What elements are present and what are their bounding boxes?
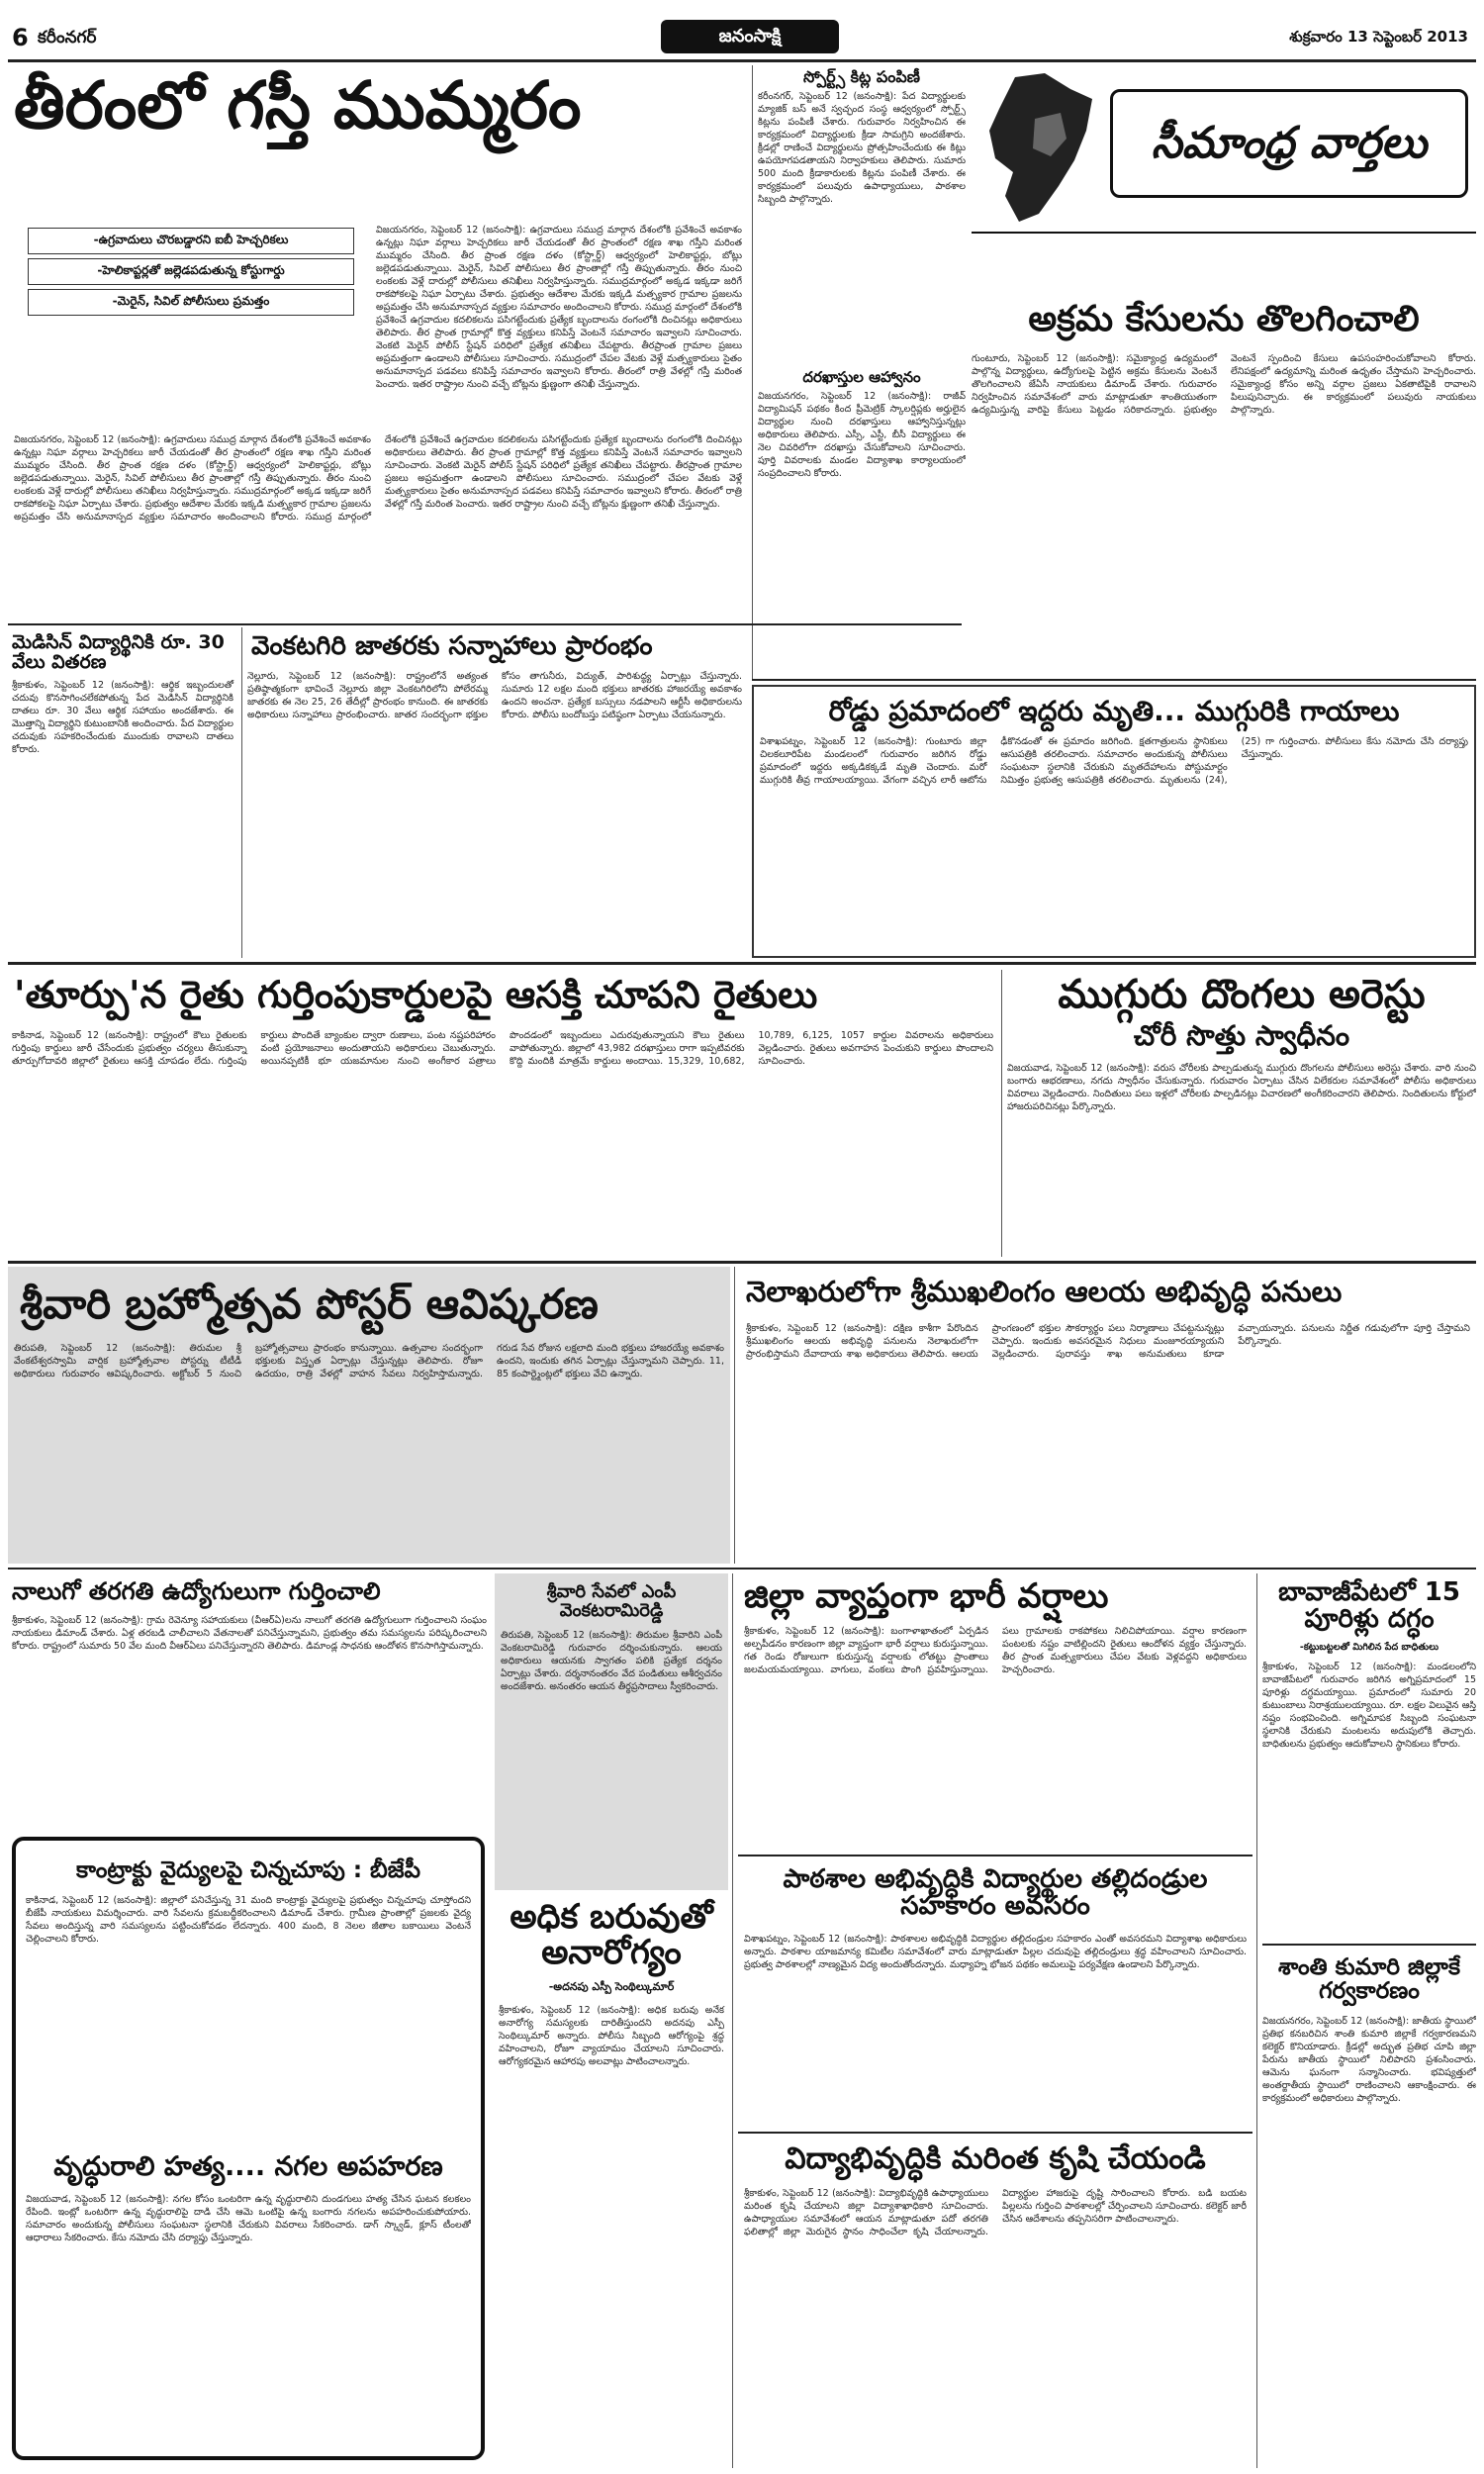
article-coastal-patrol: [8, 65, 750, 619]
body: గుంటూరు, సెప్టెంబర్ 12 (జనంసాక్షి): సమైక్యాంధ్ర ఉద్యమంలో పాల్గొన్న విద్యార్థులు, ఉద్యోగులపై పెట్టిన అక్రమ కేసులను వెంటనే తొలగించాలని జేఏసీ నాయకులు డిమాండ్ చేశారు. గురువారం నిర్వహించిన సమావేశంలో వారు మాట్లాడుతూ శాంతియుతంగా ఉద్యమిస్తున్న వారిపై కేసులు పెట్టడం సరికాదన్నారు. ప్రభుత్వం వెంటనే స్పందించి కేసులు ఉపసంహరించుకోవాలని కోరారు. లేనిపక్షంలో ఉద్యమాన్ని మరింత ఉధృతం చేస్తామని హెచ్చరించారు. సమైక్యాంధ్ర కోసం అన్ని వర్గాల ప్రజలు ఏకతాటిపైకి రావాలని పిలుపునిచ్చారు. ఈ కార్యక్రమంలో పలువురు నాయకులు పాల్గొన్నారు.: [972, 352, 1476, 416]
paper-logo: [661, 20, 839, 53]
article-mp-visit: [495, 1573, 728, 1890]
section-rule: [8, 1568, 1476, 1570]
section-title: సీమాంధ్ర వార్తలు: [1110, 89, 1468, 198]
article-contract-doctors: [26, 1851, 471, 2147]
article-vra-employees: [8, 1573, 491, 1831]
masthead: [8, 18, 1476, 57]
edition-name: కరీంనగర్: [38, 28, 97, 48]
article-venkatagiri-fair: [247, 627, 742, 958]
body: విజయవాడ, సెప్టెంబర్ 12 (జనంసాక్షి): వరుస చోరీలకు పాల్పడుతున్న ముగ్గురు దొంగలను పోలీసులు అరెస్టు చేశారు. వారి నుంచి బంగారు ఆభరణాలు, నగదు స్వాధీనం చేసుకున్నారు. గురువారం ఏర్పాటు చేసిన విలేకరుల సమావేశంలో పోలీసు అధికారులు వివరాలు వెల్లడించారు. నిందితులు పలు ఇళ్లలో చోరీలకు పాల్పడినట్లు విచారణలో అంగీకరించారని తెలిపారు. నిందితులను కోర్టులో హాజరుపరిచినట్లు పేర్కొన్నారు.: [1007, 1063, 1476, 1113]
body: విజయవాడ, సెప్టెంబర్ 12 (జనంసాక్షి): నగల కోసం ఒంటరిగా ఉన్న వృద్ధురాలిని దుండగులు హత్య చేసిన ఘటన కలకలం రేపింది. ఇంట్లో ఒంటరిగా ఉన్న వృద్ధురాలిపై దాడి చేసి ఆమె ఒంటిపై ఉన్న బంగారు నగలను అపహరించుకుపోయారు. సమాచారం అందుకున్న పోలీసులు సంఘటనా స్థలానికి చేరుకుని వివరాలు సేకరించారు. డాగ్ స్క్వాడ్, క్లూస్ టీంలతో ఆధారాలు సేకరించారు. కేసు నమోదు చేసి దర్యాప్తు చేస్తున్నారు.: [26, 2194, 471, 2244]
body: కరీంనగర్, సెప్టెంబర్ 12 (జనంసాక్షి): పేద విద్యార్థులకు మ్యాజిక్ బస్ అనే స్వచ్ఛంద సంస్థ ఆధ్వర్యంలో స్పోర్ట్స్ కిట్లను పంపిణీ చేశారు. గురువారం నిర్వహించిన ఈ కార్యక్రమంలో విద్యార్థులకు క్రీడా సామగ్రిని అందజేశారు. క్రీడల్లో రాణించే విద్యార్థులను ప్రోత్సహించేందుకు ఈ కిట్లు ఉపయోగపడతాయని నిర్వాహకులు తెలిపారు. సుమారు 500 మంది క్రీడాకారులకు కిట్లను పంపిణీ చేశారు. ఈ కార్యక్రమంలో పలువురు ఉపాధ్యాయులు, పాఠశాల సిబ్బంది పాల్గొన్నారు.: [758, 90, 966, 205]
article-temple-works: [740, 1267, 1476, 1564]
bullet-3: -మెరైన్, సివిల్ పోలీసులు ప్రమత్తం: [28, 289, 354, 316]
bullet-2: -హెలికాప్టర్లతో జల్లెడపడుతున్న కోస్టుగార్డు: [28, 258, 354, 285]
body: శ్రీకాకుళం, సెప్టెంబర్ 12 (జనంసాక్షి): అధిక బరువు అనేక అనారోగ్య సమస్యలకు దారితీస్తుందని అదనపు ఎస్పీ సెంథిల్కుమార్ అన్నారు. పోలీసు సిబ్బంది ఆరోగ్యంపై శ్రద్ధ వహించాలని, రోజూ వ్యాయామం చేయాలని సూచించారు. ఆరోగ్యకరమైన ఆహారపు అలవాట్లు పాటించాలన్నారు.: [499, 2005, 724, 2068]
headline: అధిక బరువుతో అనారోగ్యం: [510, 1897, 713, 1972]
body: తిరుపతి, సెప్టెంబర్ 12 (జనంసాక్షి): తిరుమల శ్రీవారిని ఎంపీ వెంకటరామిరెడ్డి గురువారం దర్శించుకున్నారు. ఆలయ అధికారులు ఆయనకు స్వాగతం పలికి ప్రత్యేక దర్శనం ఏర్పాట్లు చేశారు. దర్శనానంతరం వేద పండితులు ఆశీర్వచనం అందజేశారు. అనంతరం ఆయన తీర్థప్రసాదాలు స్వీకరించారు.: [501, 1629, 722, 1692]
bullet-1: -ఉగ్రవాదులు చొరబడ్డారని ఐబీ హెచ్చరికలు: [28, 228, 354, 254]
section-rule: [8, 1261, 1476, 1264]
article-medicine-donation: [8, 627, 237, 958]
body: శ్రీకాకుళం, సెప్టెంబర్ 12 (జనంసాక్షి): బంగాళాఖాతంలో ఏర్పడిన అల్పపీడనం కారణంగా జిల్లా వ్యాప్తంగా భారీ వర్షాలు కురుస్తున్నాయి. గత రెండు రోజులుగా కురుస్తున్న వర్షాలకు లోతట్టు ప్రాంతాలు జలమయమయ్యాయి. వాగులు, వంకలు పొంగి ప్రవహిస్తున్నాయి. పలు గ్రామాలకు రాకపోకలు నిలిచిపోయాయి. వర్షాల కారణంగా పంటలకు నష్టం వాటిల్లిందని రైతులు ఆందోళన వ్యక్తం చేస్తున్నారు. తీర ప్రాంత మత్స్యకారులు చేపల వేటకు వెళ్లవద్దని అధికారులు హెచ్చరించారు.: [744, 1625, 1247, 1675]
headline: వెంకటగిరి జాతరకు సన్నాహాలు ప్రారంభం: [251, 631, 653, 661]
bullet-list: [28, 224, 354, 320]
article-sports-kits: [758, 65, 966, 362]
subheadline: -కట్టుబట్టలతో మిగిలిన పేద బాధితులు: [1299, 1641, 1439, 1653]
body: శ్రీకాకుళం, సెప్టెంబర్ 12 (జనంసాక్షి): మండలంలోని బావాజీపేటలో గురువారం జరిగిన అగ్నిప్రమాదంలో 15 పూరిళ్లు దగ్ధమయ్యాయి. ప్రమాదంలో సుమారు 20 కుటుంబాలు నిరాశ్రయులయ్యాయి. రూ. లక్షల విలువైన ఆస్తి నష్టం సంభవించింది. అగ్నిమాపక సిబ్బంది సంఘటనా స్థలానికి చేరుకుని మంటలను అదుపులోకి తెచ్చారు. బాధితులను ప్రభుత్వం ఆదుకోవాలని స్థానికులు కోరారు.: [1262, 1661, 1476, 1750]
body: విజయనగరం, సెప్టెంబర్ 12 (జనంసాక్షి): రాజీవ్ విద్యామిషన్ పథకం కింద ప్రీమెట్రిక్ స్కాలర్షిప్లకు అర్హులైన విద్యార్థుల నుంచి దరఖాస్తులు ఆహ్వానిస్తున్నట్లు అధికారులు తెలిపారు. ఎస్సీ, ఎస్టీ, బీసీ విద్యార్థులు ఈ నెల చివరిలోగా దరఖాస్తు చేసుకోవాలని సూచించారు. పూర్తి వివరాలకు మండల విద్యాశాఖ కార్యాలయంలో సంప్రదించాలని కోరారు.: [758, 390, 966, 479]
headline: నాలుగో తరగతి ఉద్యోగులుగా గుర్తించాలి: [12, 1577, 381, 1605]
headline: స్పోర్ట్స్ కిట్ల పంపిణీ: [802, 67, 921, 86]
body-top: విజయనగరం, సెప్టెంబర్ 12 (జనంసాక్షి): ఉగ్రవాదులు సముద్ర మార్గాన దేశంలోకి ప్రవేశించే అవకాశం ఉన్నట్లు నిఘా వర్గాలు హెచ్చరికలు జారీ చేయడంతో తీర ప్రాంతంలో రక్షణ శాఖ గస్తీని మరింత ముమ్మరం చేసింది. తీర ప్రాంత రక్షణ దళం (కోస్ట్గార్డ్) ఆధ్వర్యంలో హెలికాప్టర్లు, బోట్లు జల్లెడపడుతున్నాయి. మెరైన్, సివిల్ పోలీసులు తీర ప్రాంతాల్లో గస్తీ తిప్పుతున్నారు. తీరం నుంచి లంకలకు వెళ్లే దారుల్లో పోలీసులు తనిఖీలు నిర్వహిస్తున్నారు. సముద్రమార్గంలో అక్కడ ఇక్కడా జరిగే రాకపోకలపై నిఘా ఏర్పాటు చేశారు. ప్రభుత్వం ఆదేశాల మేరకు ఇక్కడి మత్స్యకార గ్రామాల ప్రజలను అప్రమత్తం చేసి అనుమానాస్పద వ్యక్తుల సమాచారం అందించాలని కోరారు. సముద్ర మార్గంలో దేశంలోకి ప్రవేశించే ఉగ్రవాదుల కదలికలను పసిగట్టేందుకు ప్రత్యేక బృందాలను రంగంలోకి దించినట్లు అధికారులు తెలిపారు. తీర ప్రాంత గ్రామాల్లో కొత్త వ్యక్తులు కనిపిస్తే వెంటనే సమాచారం ఇవ్వాలని సూచించారు. వెంకటి మెరైన్ పోలీస్ స్టేషన్ పరిధిలో ప్రత్యేక తనిఖీలు చేపట్టారు. తీరప్రాంత గ్రామాల ప్రజలు అప్రమత్తంగా ఉండాలని పోలీసులు సూచించారు. సముద్రంలో చేపల వేటకు వెళ్లే మత్స్యకారులు సైతం అనుమానాస్పద పడవలు కనిపిస్తే సమాచారం ఇవ్వాలని కోరారు. తీరంలో రాత్రి వేళల్లో గస్తీ మరింత పెంచారు. ఇతర రాష్ట్రాల నుంచి వచ్చే బోట్లను క్షుణ్ణంగా తనిఖీ చేస్తున్నారు.: [376, 225, 742, 390]
headline: తీరంలో గస్తీ ముమ్మరం: [14, 67, 582, 143]
masthead-rule: [8, 59, 1476, 62]
headline: 'తూర్పు'న రైతు గుర్తింపుకార్డులపై ఆసక్తి చూపని రైతులు: [14, 973, 818, 1016]
article-heavy-rains: [738, 1573, 1252, 1851]
headline: అక్రమ కేసులను తొలగించాలి: [1028, 299, 1420, 339]
article-road-accident: [752, 685, 1476, 958]
body: శ్రీకాకుళం, సెప్టెంబర్ 12 (జనంసాక్షి): గ్రామ రెవెన్యూ సహాయకులు (వీఆర్ఏ)లను నాలుగో తరగతి ఉద్యోగులుగా గుర్తించాలని సంఘం నాయకులు డిమాండ్ చేశారు. ఏళ్ల తరబడి చాలీచాలని వేతనాలతో పనిచేస్తున్నామని, ప్రభుత్వం తమ సమస్యలను పరిష్కరించాలని కోరారు. రాష్ట్రంలో సుమారు 50 వేల మంది వీఆర్ఏలు పనిచేస్తున్నారని తెలిపారు. డిమాండ్ల సాధనకు ఆందోళన కొనసాగిస్తామన్నారు.: [12, 1615, 487, 1653]
boxed-section: [12, 1837, 485, 2460]
column-rule: [752, 65, 753, 679]
section-rule: [8, 962, 1476, 965]
state-map-icon: [975, 69, 1104, 228]
section-rule: [1262, 1944, 1476, 1946]
body: విజయనగరం, సెప్టెంబర్ 12 (జనంసాక్షి): జాతీయ స్థాయిలో ప్రతిభ కనబరిచిన శాంతి కుమారి జిల్లాకే గర్వకారణమని కలెక్టర్ కొనియాడారు. క్రీడల్లో అద్భుత ప్రతిభ చూపి జిల్లా పేరును జాతీయ స్థాయిలో నిలిపారని ప్రశంసించారు. ఆమెను ఘనంగా సన్మానించారు. భవిష్యత్తులో అంతర్జాతీయ స్థాయిలో రాణించాలని ఆకాంక్షించారు. ఈ కార్యక్రమంలో అధికారులు పాల్గొన్నారు.: [1262, 2016, 1476, 2105]
headline: రోడ్డు ప్రమాదంలో ఇద్దరు మృతి... ముగ్గురికి గాయాలు: [828, 695, 1400, 727]
issue-date: శుక్రవారం 13 సెప్టెంబర్ 2013: [1289, 28, 1468, 46]
section-rule: [738, 1855, 1252, 1856]
body: కాకినాడ, సెప్టెంబర్ 12 (జనంసాక్షి): రాష్ట్రంలో కౌలు రైతులకు గుర్తింపు కార్డులు జారీ చేసేందుకు ప్రభుత్వం చర్యలు తీసుకున్నా తూర్పుగోదావరి జిల్లాలో రైతులు ఆసక్తి చూపడం లేదు. గుర్తింపు కార్డులు పొందితే బ్యాంకుల ద్వారా రుణాలు, పంట నష్టపరిహారం వంటి ప్రయోజనాలు అందుతాయని అధికారులు చెబుతున్నారు. అయినప్పటికీ భూ యజమానుల నుంచి అంగీకార పత్రాలు పొందడంలో ఇబ్బందులు ఎదురవుతున్నాయని కౌలు రైతులు వాపోతున్నారు. జిల్లాలో 43,982 దరఖాస్తులు రాగా ఇప్పటివరకు కొద్ది మందికి మాత్రమే కార్డులు అందాయి. 15,329, 10,682, 10,789, 6,125, 1057 కార్డుల వివరాలను అధికారులు వెల్లడించారు. రైతులు అవగాహన పెంచుకుని కార్డులు పొందాలని సూచించారు.: [12, 1029, 993, 1067]
page-number: 6: [12, 24, 29, 51]
byline: -అదనపు ఎస్పీ సెంథిల్కుమార్: [548, 1980, 675, 1994]
article-farmer-cards: [8, 970, 997, 1257]
headline: శాంతి కుమారి జిల్లాకే గర్వకారణం: [1277, 1954, 1461, 2005]
body: నెల్లూరు, సెప్టెంబర్ 12 (జనంసాక్షి): రాష్ట్రంలోనే అత్యంత ప్రతిష్ఠాత్మకంగా భావించే నెల్లూరు జిల్లా వెంకటగిరిలోని పోలేరమ్మ జాతరకు ఈ నెల 25, 26 తేదీల్లో ప్రారంభం కానుంది. ఈ జాతరకు అధికారులు సన్నాహాలు ప్రారంభించారు. జాతర సందర్భంగా భక్తుల కోసం తాగునీరు, విద్యుత్, పారిశుద్ధ్య ఏర్పాట్లు చేస్తున్నారు. సుమారు 12 లక్షల మంది భక్తులు జాతరకు హాజరయ్యే అవకాశం ఉందని అంచనా. ప్రత్యేక బస్సులు నడపాలని ఆర్టీసీ అధికారులను కోరారు. పోలీసు బందోబస్తు పటిష్ఠంగా ఏర్పాటు చేయనున్నారు.: [247, 671, 742, 721]
column-rule: [1001, 970, 1002, 1257]
body: శ్రీకాకుళం, సెప్టెంబర్ 12 (జనంసాక్షి): ఆర్థిక ఇబ్బందులతో చదువు కొనసాగించలేకపోతున్న పేద మెడిసిన్ విద్యార్థినికి దాతలు రూ. 30 వేలు ఆర్థిక సహాయం అందజేశారు. ఈ మొత్తాన్ని విద్యార్థిని కుటుంబానికి అందించారు. పేద విద్యార్థుల చదువుకు సహకరించేందుకు ముందుకు రావాలని దాతలు కోరారు.: [12, 679, 233, 755]
article-elderly-murder: [26, 2147, 471, 2440]
body: కాకినాడ, సెప్టెంబర్ 12 (జనంసాక్షి): జిల్లాలో పనిచేస్తున్న 31 మంది కాంట్రాక్టు వైద్యులపై ప్రభుత్వం చిన్నచూపు చూస్తోందని బీజేపీ నాయకులు విమర్శించారు. వారి సేవలను క్రమబద్ధీకరించాలని డిమాండ్ చేశారు. గ్రామీణ ప్రాంతాల్లో ప్రజలకు వైద్య సేవలు అందిస్తున్న వారి సమస్యలను పట్టించుకోవడం లేదన్నారు. 400 మంది, 8 నెలల జీతాల బకాయిలు వెంటనే చెల్లించాలని కోరారు.: [26, 1895, 471, 1946]
article-education-development: [738, 2138, 1252, 2468]
column-rule: [241, 627, 242, 958]
headline: బావాజీపేటలో 15 పూరిళ్లు దగ్ధం: [1278, 1577, 1460, 1635]
headline: విద్యాభివృద్ధికి మరింత కృషి చేయండి: [785, 2141, 1206, 2176]
section-banner: [972, 65, 1476, 234]
headline: కాంట్రాక్టు వైద్యులపై చిన్నచూపు : బీజేపీ: [76, 1857, 420, 1883]
headline: దరఖాస్తుల ఆహ్వానం: [802, 368, 921, 386]
headline: శ్రీవారి సేవలో ఎంపీ వెంకటరామిరెడ్డి: [546, 1581, 677, 1621]
headline: పాఠశాల అభివృద్ధికి విద్యార్థుల తల్లిదండ్రుల సహకారం అవసరం: [783, 1864, 1208, 1922]
column-rule: [1256, 1573, 1257, 2468]
headline: ముగ్గురు దొంగలు అరెస్టు: [1058, 972, 1426, 1017]
headline: నెలాఖరులోగా శ్రీముఖలింగం ఆలయ అభివృద్ధి పనులు: [746, 1275, 1343, 1308]
article-brahmotsavam-poster: [8, 1267, 730, 1564]
article-shanti-kumari: [1262, 1950, 1476, 2468]
section-rule: [752, 679, 1476, 681]
body: తిరుపతి, సెప్టెంబర్ 12 (జనంసాక్షి): తిరుమల శ్రీ వేంకటేశ్వరస్వామి వార్షిక బ్రహ్మోత్సవాల పోస్టర్ను టీటీడీ అధికారులు గురువారం ఆవిష్కరించారు. అక్టోబర్ 5 నుంచి బ్రహ్మోత్సవాలు ప్రారంభం కానున్నాయి. ఉత్సవాల సందర్భంగా భక్తులకు విస్తృత ఏర్పాట్లు చేస్తున్నట్లు తెలిపారు. రోజూ ఉదయం, రాత్రి వేళల్లో వాహన సేవలు నిర్వహిస్తామన్నారు. గరుడ సేవ రోజున లక్షలాది మంది భక్తులు హాజరయ్యే అవకాశం ఉందని, ఇందుకు తగిన ఏర్పాట్లు చేస్తున్నామని చెప్పారు. 11, 85 కంపార్ట్మెంట్లలో భక్తులు వేచి ఉన్నారు.: [14, 1343, 724, 1380]
article-applications: [758, 366, 966, 623]
headline: మెడిసిన్ విద్యార్థినికి రూ. 30 వేలు వితరణ: [12, 631, 225, 673]
headline: వృద్ధురాలి హత్య.... నగల అపహరణ: [53, 2151, 443, 2182]
body: విజయనగరం, సెప్టెంబర్ 12 (జనంసాక్షి): ఉగ్రవాదులు సముద్ర మార్గాన దేశంలోకి ప్రవేశించే అవకాశం ఉన్నట్లు నిఘా వర్గాలు హెచ్చరికలు జారీ చేయడంతో తీర ప్రాంతంలో రక్షణ శాఖ గస్తీని మరింత ముమ్మరం చేసింది. తీర ప్రాంత రక్షణ దళం (కోస్ట్గార్డ్) ఆధ్వర్యంలో హెలికాప్టర్లు, బోట్లు జల్లెడపడుతున్నాయి. మెరైన్, సివిల్ పోలీసులు తీర ప్రాంతాల్లో గస్తీ తిప్పుతున్నారు. తీరం నుంచి లంకలకు వెళ్లే దారుల్లో పోలీసులు తనిఖీలు నిర్వహిస్తున్నారు. సముద్రమార్గంలో అక్కడ ఇక్కడా జరిగే రాకపోకలపై నిఘా ఏర్పాటు చేశారు. ప్రభుత్వం ఆదేశాల మేరకు ఇక్కడి మత్స్యకార గ్రామాల ప్రజలను అప్రమత్తం చేసి అనుమానాస్పద వ్యక్తుల సమాచారం అందించాలని కోరారు. సముద్ర మార్గంలో దేశంలోకి ప్రవేశించే ఉగ్రవాదుల కదలికలను పసిగట్టేందుకు ప్రత్యేక బృందాలను రంగంలోకి దించినట్లు అధికారులు తెలిపారు. తీర ప్రాంత గ్రామాల్లో కొత్త వ్యక్తులు కనిపిస్తే వెంటనే సమాచారం ఇవ్వాలని సూచించారు. వెంకటి మెరైన్ పోలీస్ స్టేషన్ పరిధిలో ప్రత్యేక తనిఖీలు చేపట్టారు. తీరప్రాంత గ్రామాల ప్రజలు అప్రమత్తంగా ఉండాలని పోలీసులు సూచించారు. సముద్రంలో చేపల వేటకు వెళ్లే మత్స్యకారులు సైతం అనుమానాస్పద పడవలు కనిపిస్తే సమాచారం ఇవ్వాలని కోరారు. తీరంలో రాత్రి వేళల్లో గస్తీ మరింత పెంచారు. ఇతర రాష్ట్రాల నుంచి వచ్చే బోట్లను క్షుణ్ణంగా తనిఖీ చేస్తున్నారు.: [14, 434, 742, 523]
body: శ్రీకాకుళం, సెప్టెంబర్ 12 (జనంసాక్షి): దక్షిణ కాశీగా పేరొందిన శ్రీముఖలింగం ఆలయ అభివృద్ధి పనులను నెలాఖరులోగా ప్రారంభిస్తామని దేవాదాయ శాఖ అధికారులు తెలిపారు. ఆలయ ప్రాంగణంలో భక్తుల సౌకర్యార్థం పలు నిర్మాణాలు చేపట్టనున్నట్లు చెప్పారు. ఇందుకు అవసరమైన నిధులు మంజూరయ్యాయని వెల్లడించారు. పురావస్తు శాఖ అనుమతులు కూడా వచ్చాయన్నారు. పనులను నిర్ణీత గడువులోగా పూర్తి చేస్తామని పేర్కొన్నారు.: [746, 1323, 1470, 1361]
column-rule: [732, 1573, 733, 2468]
article-illegal-cases: [972, 239, 1476, 675]
body: శ్రీకాకుళం, సెప్టెంబర్ 12 (జనంసాక్షి): విద్యాభివృద్ధికి ఉపాధ్యాయులు మరింత కృషి చేయాలని జిల్లా విద్యాశాఖాధికారి సూచించారు. ఉపాధ్యాయుల సమావేశంలో ఆయన మాట్లాడుతూ పదో తరగతి ఫలితాల్లో జిల్లా మెరుగైన స్థానం సాధించేలా కృషి చేయాలన్నారు. విద్యార్థుల హాజరుపై దృష్టి సారించాలని కోరారు. బడి బయట పిల్లలను గుర్తించి పాఠశాలల్లో చేర్పించాలని సూచించారు. కలెక్టర్ జారీ చేసిన ఆదేశాలను తప్పనిసరిగా పాటించాలన్నారు.: [744, 2187, 1247, 2237]
article-school-development: [738, 1860, 1252, 2128]
article-obesity: [495, 1894, 728, 2468]
column-rule: [734, 1267, 735, 1564]
section-rule: [738, 2132, 1252, 2134]
paper-name: జనంసాక్షి: [718, 26, 782, 47]
body: విశాఖపట్నం, సెప్టెంబర్ 12 (జనంసాక్షి): గుంటూరు జిల్లా చిలకలూరిపేట మండలంలో గురువారం జరిగిన రోడ్డు ప్రమాదంలో ఇద్దరు అక్కడికక్కడే మృతి చెందారు. మరో ముగ్గురికి తీవ్ర గాయాలయ్యాయి. వేగంగా వచ్చిన లారీ ఆటోను ఢీకొనడంతో ఈ ప్రమాదం జరిగింది. క్షతగాత్రులను స్థానికులు ఆసుపత్రికి తరలించారు. సమాచారం అందుకున్న పోలీసులు సంఘటనా స్థలానికి చేరుకుని మృతదేహాలను పోస్టుమార్టం నిమిత్తం ప్రభుత్వ ఆసుపత్రికి తరలించారు. మృతులను (24), (25) గా గుర్తించారు. పోలీసులు కేసు నమోదు చేసి దర్యాప్తు చేస్తున్నారు.: [760, 736, 1468, 787]
body: విశాఖపట్నం, సెప్టెంబర్ 12 (జనంసాక్షి): పాఠశాలల అభివృద్ధికి విద్యార్థుల తల్లిదండ్రుల సహకారం ఎంతో అవసరమని విద్యాశాఖ అధికారులు అన్నారు. పాఠశాల యాజమాన్య కమిటీల సమావేశంలో వారు మాట్లాడుతూ పిల్లల చదువుపై తల్లిదండ్రులు శ్రద్ధ వహించాలని సూచించారు. ప్రభుత్వ పాఠశాలల్లో నాణ్యమైన విద్య అందుతోందన్నారు. మధ్యాహ్న భోజన పథకం అమలుపై పర్యవేక్షణ ఉండాలని పేర్కొన్నారు.: [744, 1933, 1247, 1970]
section-rule: [8, 623, 962, 625]
article-huts-fire: [1262, 1573, 1476, 1940]
subheadline: చోరీ సొత్తు స్వాధీనం: [1133, 1019, 1350, 1052]
headline: జిల్లా వ్యాప్తంగా భారీ వర్షాలు: [744, 1576, 1109, 1616]
article-thieves-arrest: [1007, 970, 1476, 1257]
headline: శ్రీవారి బ్రహ్మోత్సవ పోస్టర్ ఆవిష్కరణ: [20, 1280, 599, 1328]
